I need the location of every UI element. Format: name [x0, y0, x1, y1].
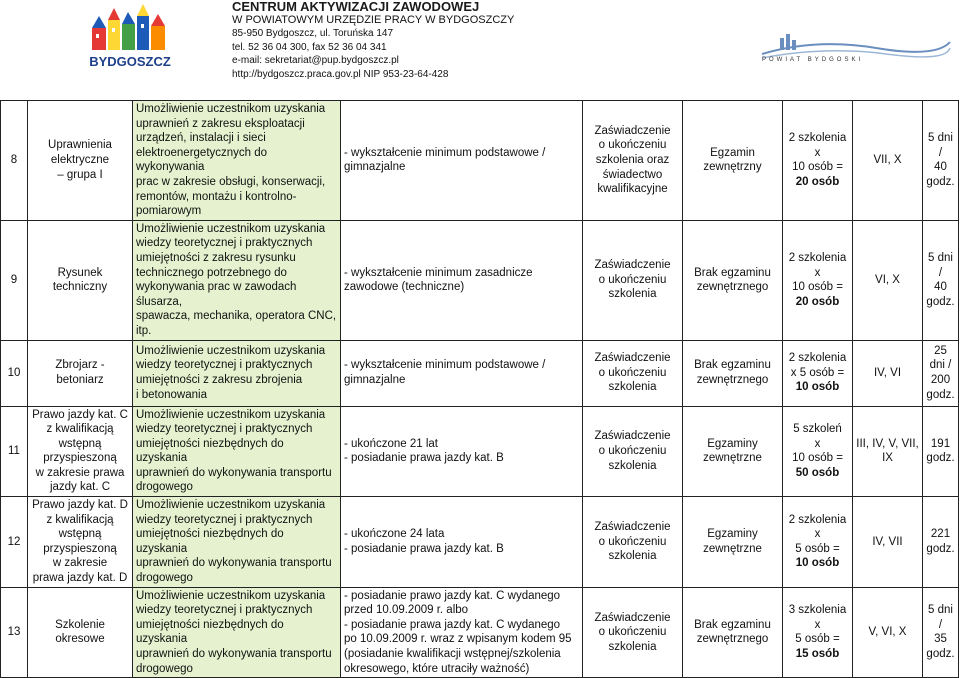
- count-line: 10 osób =: [792, 452, 843, 465]
- certificate-line: szkolenia: [608, 459, 657, 472]
- course-months: V, VI, X: [853, 587, 923, 678]
- row-number: 12: [1, 497, 28, 588]
- participants-count: [783, 340, 853, 406]
- course-description: [133, 587, 341, 678]
- description-line: umiejętności niezbędnych do uzyskania: [136, 528, 284, 555]
- participants-count: [783, 101, 853, 221]
- course-duration: [923, 220, 959, 340]
- course-duration: [923, 340, 959, 406]
- org-web: http://bydgoszcz.praca.gov.pl NIP 953-23-64-428: [232, 68, 449, 80]
- row-number: 8: [1, 101, 28, 221]
- course-requirements: [341, 587, 583, 678]
- requirement-line: gimnazjalne: [344, 161, 406, 174]
- description-line: wiedzy teoretycznej i praktycznych: [136, 423, 313, 436]
- course-certificate: [583, 220, 683, 340]
- description-line: Umożliwienie uczestnikom uzyskania: [136, 408, 326, 421]
- certificate-line: o ukończeniu: [598, 366, 667, 379]
- row-number: 9: [1, 220, 28, 340]
- duration-line: 5 dni /: [928, 251, 953, 279]
- duration-line: 40 godz.: [926, 281, 955, 308]
- course-duration: [923, 406, 959, 497]
- course-name-line: Rysunek techniczny: [52, 266, 108, 294]
- course-exam: [683, 497, 783, 588]
- count-line: 10 osób =: [792, 281, 843, 294]
- duration-line: 191 godz.: [926, 437, 955, 465]
- course-name-line: Szkolenie okresowe: [55, 618, 105, 646]
- exam-line: Brak egzaminu: [694, 359, 771, 372]
- org-address: 85-950 Bydgoszcz, ul. Toruńska 147: [232, 28, 394, 39]
- course-certificate: [583, 587, 683, 678]
- training-table: [0, 100, 959, 678]
- participants-count: [783, 406, 853, 497]
- count-line: 5 szkoleń: [793, 423, 842, 436]
- course-name-line: w zakresie prawa: [35, 466, 125, 479]
- exam-line: zewnętrznego: [696, 281, 769, 294]
- requirement-line: zawodowe (techniczne): [344, 281, 465, 294]
- table-row: [1, 406, 959, 497]
- requirement-line: (posiadanie kwalifikacji wstępnej/szkolenia: [344, 648, 561, 660]
- description-line: umiejętności z zakresu rysunku: [136, 251, 296, 264]
- table-row: [1, 587, 959, 678]
- description-line: prac w zakresie obsługi, konserwacji,: [136, 175, 326, 188]
- organization-info: [232, 0, 514, 81]
- course-name: [28, 587, 133, 678]
- course-months: VII, X: [853, 101, 923, 221]
- description-line: Umożliwienie uczestnikom uzyskania: [136, 589, 326, 602]
- svg-text:BYDGOSZCZ: BYDGOSZCZ: [89, 54, 171, 69]
- participants-total: 10 osób: [795, 381, 840, 394]
- count-line: 2 szkolenia: [788, 513, 847, 526]
- description-line: wiedzy teoretycznej i praktycznych: [136, 604, 313, 617]
- participants-total: 20 osób: [795, 295, 840, 308]
- certificate-line: o ukończeniu: [598, 626, 667, 639]
- course-requirements: [341, 497, 583, 588]
- certificate-line: szkolenia: [608, 640, 657, 653]
- row-number: 11: [1, 406, 28, 497]
- certificate-line: świadectwo: [602, 168, 663, 181]
- duration-line: 25 dni /: [929, 344, 952, 372]
- requirement-line: po 10.09.2009 r. wraz z wpisanym kodem 95: [344, 633, 572, 646]
- duration-line: 5 dni /: [928, 604, 953, 631]
- description-line: Umożliwienie uczestnikom uzyskania: [136, 103, 326, 115]
- certificate-line: Zaświadczenie: [594, 352, 671, 365]
- course-months: VI, X: [853, 220, 923, 340]
- row-number: 13: [1, 587, 28, 678]
- description-line: umiejętności niezbędnych do uzyskania: [136, 618, 284, 646]
- certificate-line: Zaświadczenie: [594, 259, 671, 272]
- course-description: [133, 406, 341, 497]
- course-name-line: Prawo jazdy kat. D: [32, 499, 128, 512]
- course-name: [28, 220, 133, 340]
- requirement-line: - ukończone 21 lat: [344, 437, 438, 450]
- description-line: drogowego: [136, 662, 193, 675]
- course-duration: [923, 497, 959, 588]
- description-line: spawacza, mechanika, operatora CNC, itp.: [136, 310, 337, 337]
- org-email: e-mail: sekretariat@pup.bydgoszcz.pl: [232, 55, 399, 66]
- requirement-line: - posiadanie prawo jazdy kat. C wydanego: [344, 589, 561, 602]
- course-certificate: [583, 406, 683, 497]
- course-requirements: [341, 340, 583, 406]
- requirement-line: - wykształcenie minimum podstawowe /: [344, 359, 546, 372]
- certificate-line: o ukończeniu: [598, 139, 667, 152]
- course-duration: [923, 101, 959, 221]
- course-description: [133, 497, 341, 588]
- course-requirements: [341, 406, 583, 497]
- org-title: CENTRUM AKTYWIZACJI ZAWODOWEJ: [232, 0, 480, 14]
- letterhead: [0, 0, 960, 96]
- count-line: 5 osób =: [795, 633, 840, 646]
- bydgoszcz-city-logo: [80, 2, 180, 72]
- course-duration: [923, 587, 959, 678]
- exam-line: Egzamin: [710, 146, 755, 159]
- course-exam: [683, 587, 783, 678]
- exam-line: zewnętrznego: [696, 633, 769, 646]
- participants-count: [783, 587, 853, 678]
- requirement-line: - wykształcenie minimum zasadnicze: [344, 266, 533, 279]
- requirement-line: przed 10.09.2009 r. albo: [344, 604, 469, 617]
- description-line: technicznego potrzebnego do: [136, 266, 287, 279]
- description-line: Umożliwienie uczestnikom uzyskania: [136, 222, 326, 235]
- course-name-line: jazdy kat. C: [49, 481, 111, 494]
- description-line: uprawnień do wykonywania transportu: [136, 466, 332, 479]
- duration-line: 40 godz.: [926, 161, 955, 188]
- participants-total: 15 osób: [795, 648, 840, 660]
- count-line: 5 osób =: [795, 542, 840, 555]
- course-exam: [683, 101, 783, 221]
- org-phone: tel. 52 36 04 300, fax 52 36 04 341: [232, 41, 387, 53]
- course-exam: [683, 340, 783, 406]
- description-line: umiejętności niezbędnych do uzyskania: [136, 437, 284, 465]
- course-name-line: – grupa I: [57, 168, 103, 181]
- count-line: x: [814, 528, 821, 541]
- course-certificate: [583, 101, 683, 221]
- certificate-line: szkolenia: [608, 550, 657, 563]
- count-line: x: [814, 266, 821, 279]
- description-line: uprawnień do wykonywania transportu: [136, 557, 332, 570]
- exam-line: zewnętrzne: [703, 542, 762, 555]
- exam-line: Egzaminy: [707, 528, 758, 541]
- requirement-line: - ukończone 24 lata: [344, 528, 445, 541]
- course-requirements: [341, 220, 583, 340]
- table-row: [1, 497, 959, 588]
- participants-count: [783, 497, 853, 588]
- exam-line: zewnętrzny: [703, 161, 762, 174]
- course-name: [28, 101, 133, 221]
- course-name-line: elektryczne: [50, 154, 110, 167]
- table-row: [1, 340, 959, 406]
- count-line: 2 szkolenia: [788, 352, 847, 365]
- course-name: [28, 406, 133, 497]
- course-name: [28, 340, 133, 406]
- course-description: [133, 220, 341, 340]
- count-line: 2 szkolenia: [788, 251, 847, 264]
- certificate-line: o ukończeniu: [598, 444, 667, 457]
- count-line: x: [814, 146, 821, 159]
- course-certificate: [583, 340, 683, 406]
- exam-line: Brak egzaminu: [694, 618, 771, 631]
- description-line: i betonowania: [136, 388, 207, 401]
- count-line: 2 szkolenia: [788, 132, 847, 145]
- description-line: uprawnień z zakresu eksploatacji: [136, 117, 305, 130]
- description-line: wiedzy teoretycznej i praktycznych: [136, 237, 313, 250]
- exam-line: zewnętrzne: [703, 452, 762, 465]
- course-name-line: prawa jazdy kat. D: [32, 572, 128, 585]
- description-line: drogowego: [136, 481, 193, 494]
- certificate-line: szkolenia: [608, 381, 657, 394]
- exam-line: zewnętrznego: [696, 374, 769, 386]
- certificate-line: szkolenia oraz: [595, 154, 670, 167]
- course-requirements: [341, 101, 583, 221]
- course-months: III, IV, V, VII, IX: [853, 406, 923, 497]
- description-line: urządzeń, instalacji i sieci: [136, 132, 266, 145]
- count-line: x: [814, 437, 821, 450]
- course-name-line: przyspieszoną: [43, 542, 117, 555]
- description-line: umiejętności z zakresu zbrojenia: [136, 374, 303, 386]
- description-line: elektroenergetycznych do wykonywania: [136, 146, 268, 174]
- course-name-line: z kwalifikacją: [46, 423, 114, 436]
- description-line: uprawnień do wykonywania transportu: [136, 648, 332, 660]
- count-line: x 5 osób =: [790, 366, 845, 379]
- certificate-line: o ukończeniu: [598, 273, 667, 286]
- duration-line: 200 godz.: [926, 374, 955, 401]
- course-exam: [683, 220, 783, 340]
- certificate-line: o ukończeniu: [598, 535, 667, 548]
- duration-line: 5 dni /: [928, 132, 953, 159]
- row-number: 10: [1, 340, 28, 406]
- description-line: Umożliwienie uczestnikom uzyskania: [136, 499, 326, 512]
- count-line: x: [814, 618, 821, 631]
- description-line: wiedzy teoretycznej i praktycznych: [136, 359, 313, 372]
- requirement-line: okresowego, które utraciły ważność): [344, 662, 530, 675]
- course-exam: [683, 406, 783, 497]
- course-months: IV, VII: [853, 497, 923, 588]
- certificate-line: szkolenia: [608, 288, 657, 301]
- course-name-line: Uprawnienia: [48, 139, 112, 152]
- requirement-line: - posiadanie prawa jazdy kat. B: [344, 542, 504, 555]
- duration-line: 221 godz.: [926, 528, 955, 555]
- exam-line: Brak egzaminu: [694, 266, 771, 279]
- course-name-line: Prawo jazdy kat. C: [32, 408, 128, 421]
- description-line: pomiarowym: [136, 205, 202, 218]
- course-months: IV, VI: [853, 340, 923, 406]
- table-body: [1, 101, 959, 678]
- certificate-line: Zaświadczenie: [594, 124, 671, 137]
- org-subtitle: W POWIATOWYM URZĘDZIE PRACY W BYDGOSZCZY: [232, 13, 515, 26]
- course-description: [133, 101, 341, 221]
- certificate-line: Zaświadczenie: [594, 430, 671, 443]
- count-line: 3 szkolenia: [788, 604, 847, 617]
- course-name: [28, 497, 133, 588]
- course-name-line: z kwalifikacją: [46, 513, 114, 526]
- participants-total: 20 osób: [795, 175, 840, 188]
- course-name-line: Zbrojarz - betoniarz: [55, 359, 105, 386]
- participants-count: [783, 220, 853, 340]
- course-name-line: wstępną: [58, 528, 102, 541]
- table-row: [1, 220, 959, 340]
- course-name-line: przyspieszoną: [43, 452, 117, 465]
- description-line: drogowego: [136, 572, 193, 585]
- course-name-line: w zakresie: [52, 557, 108, 570]
- duration-line: 35 godz.: [926, 633, 955, 660]
- description-line: wiedzy teoretycznej i praktycznych: [136, 513, 313, 526]
- course-name-line: wstępną: [58, 437, 102, 450]
- requirement-line: gimnazjalne: [344, 374, 406, 386]
- description-line: Umożliwienie uczestnikom uzyskania: [136, 344, 326, 357]
- exam-line: Egzaminy: [707, 437, 758, 450]
- course-certificate: [583, 497, 683, 588]
- table-row: [1, 101, 959, 221]
- course-description: [133, 340, 341, 406]
- requirement-line: - posiadanie prawa jazdy kat. C wydanego: [344, 618, 561, 631]
- certificate-line: kwalifikacyjne: [597, 183, 668, 196]
- count-line: 10 osób =: [792, 161, 843, 174]
- description-line: remontów, montażu i kontrolno-: [136, 190, 297, 203]
- participants-total: 10 osób: [795, 557, 840, 570]
- requirement-line: - posiadanie prawa jazdy kat. B: [344, 452, 504, 465]
- certificate-line: Zaświadczenie: [594, 520, 671, 533]
- powiat-logo-caption: POWIAT BYDGOSKI: [762, 57, 864, 63]
- description-line: wykonywania prac w zawodach ślusarza,: [136, 281, 297, 308]
- requirement-line: - wykształcenie minimum podstawowe /: [344, 146, 546, 159]
- certificate-line: Zaświadczenie: [594, 611, 671, 624]
- participants-total: 50 osób: [795, 466, 840, 479]
